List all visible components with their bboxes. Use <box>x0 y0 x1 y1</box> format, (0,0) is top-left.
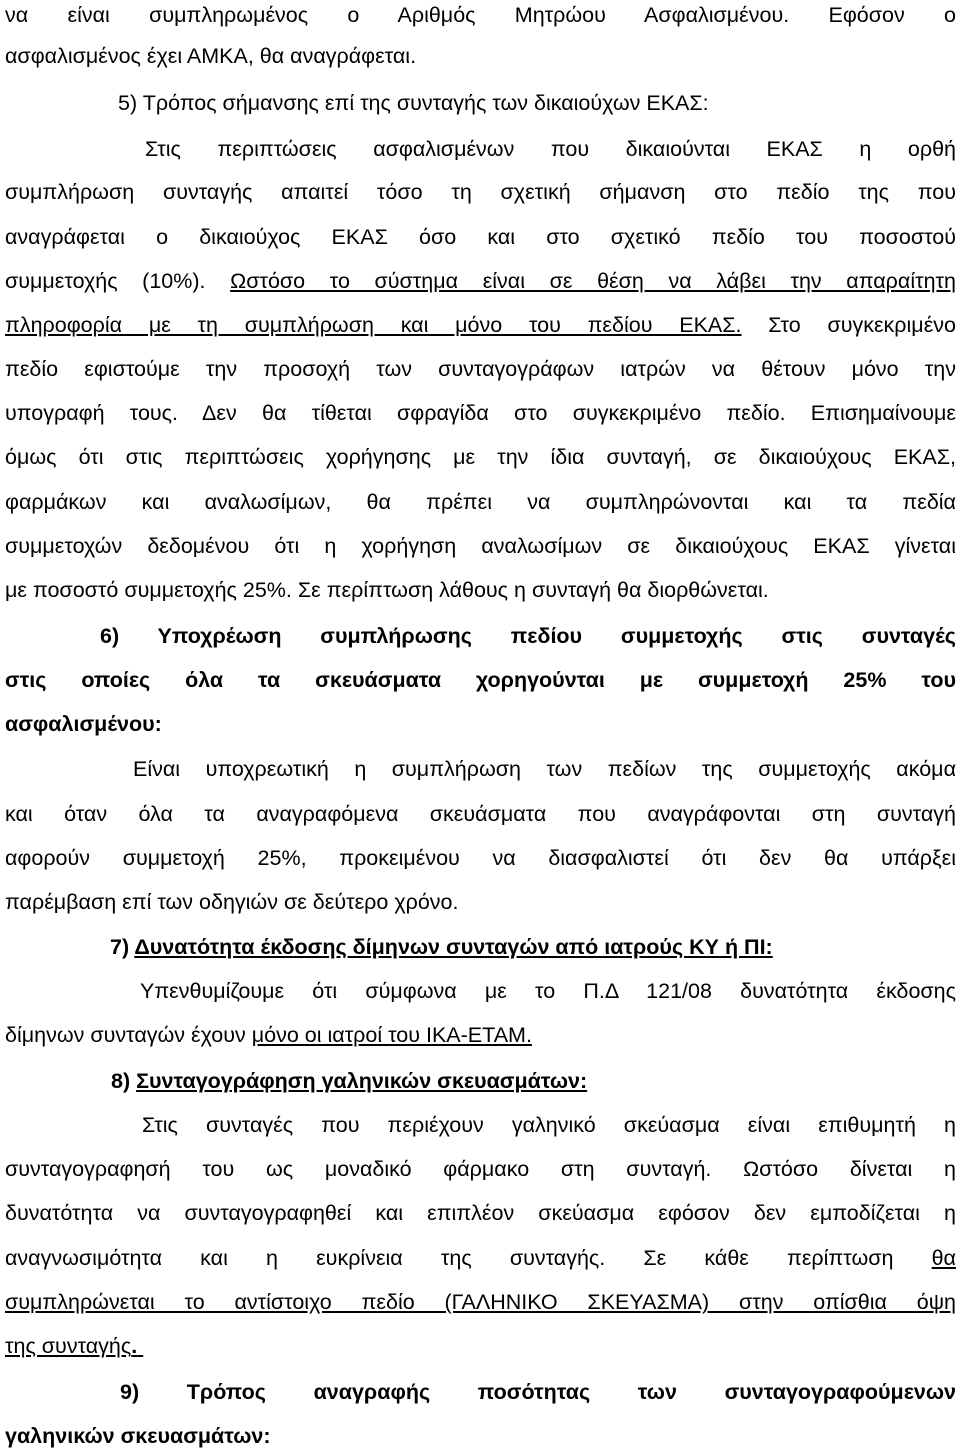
paragraph-line <box>5 487 956 517</box>
text: συμμετοχών δεδομένου ότι η χορήγηση αναλωσίμων σε δικαιούχους ΕΚΑΣ γίνεται <box>5 534 956 558</box>
section-heading-6-cont <box>5 709 956 739</box>
paragraph-line <box>5 575 956 605</box>
heading-text: Δυνατότητα έκδοσης δίμηνων συνταγών από ιατρούς ΚΥ ή ΠΙ: <box>134 935 773 959</box>
text: Είναι υποχρεωτική η συμπλήρωση των πεδίων της συμμετοχής ακόμα <box>133 757 956 781</box>
heading-text: 9) Τρόπος αναγραφής ποσότητας των συνταγογραφούμενων <box>120 1380 956 1404</box>
paragraph-line <box>5 222 956 252</box>
text: ασφαλισμένος έχει ΑΜΚΑ, θα αναγράφεται. <box>5 44 417 68</box>
heading-number: 7) <box>110 935 130 959</box>
paragraph-line <box>5 1020 956 1050</box>
text: δίμηνων συνταγών έχουν <box>5 1023 246 1047</box>
section-heading-7 <box>5 932 956 962</box>
paragraph-line <box>5 266 956 296</box>
heading-text: Συνταγογράφηση γαληνικών σκευασμάτων: <box>136 1069 588 1093</box>
underlined-text: της συνταγής <box>5 1334 132 1358</box>
paragraph-line <box>5 354 956 384</box>
underlined-text: μόνο οι ιατροί του ΙΚΑ-ΕΤΑΜ. <box>251 1023 532 1047</box>
heading-text: στις οποίες όλα τα σκευάσματα χορηγούνται με συμμετοχή 25% του <box>5 668 956 692</box>
paragraph-line <box>5 398 956 428</box>
text: αφορούν συμμετοχή 25%, προκειμένου να διασφαλιστεί ότι δεν θα υπάρξει <box>5 846 956 870</box>
underlined-text: Ωστόσο το σύστημα είναι σε θέση να λάβει την απαραίτητη <box>230 269 956 293</box>
text: παρέμβαση επί των οδηγιών σε δεύτερο χρόνο. <box>5 890 459 914</box>
paragraph-line <box>5 799 956 829</box>
text: με ποσοστό συμμετοχής 25%. Σε περίπτωση λάθους η συνταγή θα διορθώνεται. <box>5 578 769 602</box>
paragraph-line <box>5 1198 956 1228</box>
text: δυνατότητα να συνταγογραφηθεί και επιπλέον σκεύασμα εφόσον δεν εμποδίζεται η <box>5 1201 956 1225</box>
text: αναγράφεται ο δικαιούχος ΕΚΑΣ όσο και στο σχετικό πεδίο του ποσοστού <box>5 225 956 249</box>
paragraph-line <box>5 134 956 164</box>
section-heading-8 <box>5 1066 956 1096</box>
text: Υπενθυμίζουμε ότι σύμφωνα με το Π.Δ 121/08 δυνατότητα έκδοσης <box>140 979 956 1003</box>
paragraph-line <box>5 1287 956 1317</box>
section-heading-5 <box>5 88 956 118</box>
text: συνταγογραφησή του ως μοναδικό φάρμακο στη συνταγή. Ωστόσο δίνεται η <box>5 1157 956 1181</box>
text: συμμετοχής (10%). <box>5 269 206 293</box>
text: φαρμάκων και αναλωσίμων, θα πρέπει να συμπληρώνονται και τα πεδία <box>5 490 956 514</box>
underlined-text: συμπληρώνεται το αντίστοιχο πεδίο (ΓΑΛΗΝΙΚΟ ΣΚΕΥΑΣΜΑ) στην οπίσθια όψη <box>5 1290 956 1314</box>
text: συμπλήρωση συνταγής απαιτεί τόσο τη σχετική σήμανση στο πεδίο της που <box>5 180 956 204</box>
heading-text: ασφαλισμένου: <box>5 712 162 736</box>
underlined-text: . <box>131 1334 138 1358</box>
heading-text: 5) Τρόπος σήμανσης επί της συνταγής των δικαιούχων ΕΚΑΣ: <box>118 91 709 115</box>
text: πεδίο εφιστούμε την προσοχή των συνταγογράφων ιατρών να θέτουν μόνο την <box>5 357 956 381</box>
paragraph-line <box>5 754 956 784</box>
text: αναγνωσιμότητα και η ευκρίνεια της συνταγής. Σε κάθε περίπτωση <box>5 1246 894 1270</box>
paragraph-line <box>5 1154 956 1184</box>
text: υπογραφή τους. Δεν θα τίθεται σφραγίδα στο συγκεκριμένο πεδίο. Επισημαίνουμε <box>5 401 956 425</box>
paragraph-line <box>5 976 956 1006</box>
paragraph-line <box>5 1110 956 1140</box>
paragraph-line <box>5 531 956 561</box>
paragraph-line <box>5 843 956 873</box>
paragraph-line <box>5 41 956 71</box>
underlined-text: πληροφορία με τη συμπλήρωση και μόνο του πεδίου ΕΚΑΣ. <box>5 313 742 337</box>
section-heading-6-cont <box>5 665 956 695</box>
section-heading-6 <box>5 621 956 651</box>
heading-number: 8) <box>111 1069 131 1093</box>
paragraph-line <box>5 310 956 340</box>
underlined-text: θα <box>931 1246 956 1270</box>
text: να είναι συμπληρωμένος ο Αριθμός Μητρώου Ασφαλισμένου. Εφόσον ο <box>5 3 956 27</box>
text: όμως ότι στις περιπτώσεις χορήγησης με την ίδια συνταγή, σε δικαιούχους ΕΚΑΣ, <box>5 445 956 469</box>
text: Στις περιπτώσεις ασφαλισμένων που δικαιούνται ΕΚΑΣ η ορθή <box>145 137 956 161</box>
underline-spacer <box>137 1331 230 1361</box>
paragraph-line <box>5 1243 956 1273</box>
heading-text: 6) Υποχρέωση συμπλήρωσης πεδίου συμμετοχής στις συνταγές <box>100 624 956 648</box>
paragraph-line <box>5 887 956 917</box>
text: και όταν όλα τα αναγραφόμενα σκευάσματα που αναγράφονται στη συνταγή <box>5 802 956 826</box>
paragraph-line <box>5 0 956 30</box>
section-heading-9 <box>5 1377 956 1407</box>
paragraph-line <box>5 442 956 472</box>
text: Στις συνταγές που περιέχουν γαληνικό σκεύασμα είναι επιθυμητή η <box>142 1113 956 1137</box>
heading-text: γαληνικών σκευασμάτων: <box>5 1424 271 1448</box>
text: Στο συγκεκριμένο <box>768 313 956 337</box>
paragraph-line <box>5 1331 956 1361</box>
section-heading-9-cont <box>5 1421 956 1451</box>
paragraph-line <box>5 177 956 207</box>
